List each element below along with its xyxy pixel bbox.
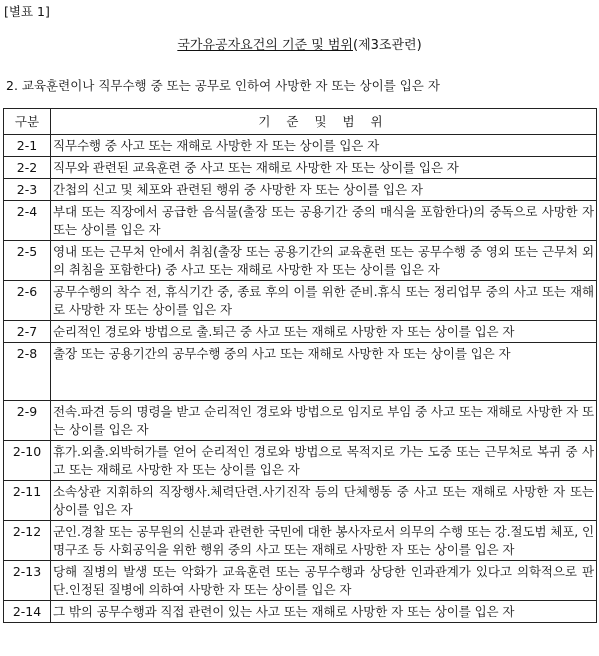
row-code: 2-11 <box>4 481 51 521</box>
row-criteria-text: 당해 질병의 발생 또는 악화가 교육훈련 또는 공무수행과 상당한 인과관계가 있다고 의학적으로 판단.인정된 질병에 의하여 사망한 자 또는 상이를 입은 자 <box>51 561 597 601</box>
row-criteria-text: 부대 또는 직장에서 공급한 음식물(출장 또는 공용기간 중의 매식을 포함한다)의 중독으로 사망한 자 또는 상이를 입은 자 <box>51 201 597 241</box>
row-criteria-text: 직무와 관련된 교육훈련 중 사고 또는 재해로 사망한 자 또는 상이를 입은 자 <box>51 157 597 179</box>
table-row <box>4 441 597 481</box>
column-header-criteria: 기 준 및 범 위 <box>51 109 597 135</box>
document-title <box>0 34 599 53</box>
row-code: 2-9 <box>4 401 51 441</box>
table-row <box>4 321 597 343</box>
row-criteria-text: 순리적인 경로와 방법으로 출.퇴근 중 사고 또는 재해로 사망한 자 또는 상이를 입은 자 <box>51 321 597 343</box>
criteria-table <box>3 108 597 623</box>
row-criteria-text: 출장 또는 공용기간의 공무수행 중의 사고 또는 재해로 사망한 자 또는 상이를 입은 자 <box>51 343 597 401</box>
annex-reference: [별표 1] <box>4 4 50 19</box>
table-row <box>4 521 597 561</box>
section-heading: 2. 교육훈련이나 직무수행 중 또는 공무로 인하여 사망한 자 또는 상이를 입은 자 <box>6 78 440 93</box>
row-criteria-text: 간첩의 신고 및 체포와 관련된 행위 중 사망한 자 또는 상이를 입은 자 <box>51 179 597 201</box>
row-criteria-text: 직무수행 중 사고 또는 재해로 사망한 자 또는 상이를 입은 자 <box>51 135 597 157</box>
table-header-row <box>4 109 597 135</box>
row-code: 2-4 <box>4 201 51 241</box>
table-row <box>4 561 597 601</box>
row-code: 2-10 <box>4 441 51 481</box>
row-criteria-text: 그 밖의 공무수행과 직접 관련이 있는 사고 또는 재해로 사망한 자 또는 상이를 입은 자 <box>51 601 597 623</box>
row-code: 2-14 <box>4 601 51 623</box>
row-code: 2-6 <box>4 281 51 321</box>
document-title-suffix: (제3조관련) <box>353 38 422 53</box>
table-row <box>4 343 597 401</box>
table-row <box>4 135 597 157</box>
table-row <box>4 401 597 441</box>
table-row <box>4 179 597 201</box>
row-code: 2-13 <box>4 561 51 601</box>
row-code: 2-7 <box>4 321 51 343</box>
row-code: 2-12 <box>4 521 51 561</box>
row-criteria-text: 전속.파견 등의 명령을 받고 순리적인 경로와 방법으로 임지로 부임 중 사고 또는 재해로 사망한 자 또는 상이를 입은 자 <box>51 401 597 441</box>
document-title-main: 국가유공자요건의 기준 및 범위 <box>177 38 353 53</box>
table-row <box>4 241 597 281</box>
row-code: 2-8 <box>4 343 51 401</box>
row-criteria-text: 공무수행의 착수 전, 휴식기간 중, 종료 후의 이를 위한 준비.휴식 또는 정리업무 중의 사고 또는 재해로 사망한 자 또는 상이를 입은 자 <box>51 281 597 321</box>
row-code: 2-1 <box>4 135 51 157</box>
table-row <box>4 601 597 623</box>
table-row <box>4 157 597 179</box>
column-header-category: 구분 <box>4 109 51 135</box>
row-criteria-text: 소속상관 지휘하의 직장행사.체력단련.사기진작 등의 단체행동 중 사고 또는 재해로 사망한 자 또는 상이를 입은 자 <box>51 481 597 521</box>
row-code: 2-2 <box>4 157 51 179</box>
row-criteria-text: 군인.경찰 또는 공무원의 신분과 관련한 국민에 대한 봉사자로서 의무의 수행 또는 강.절도범 체포, 인명구조 등 사회공익을 위한 행위 중의 사고 또는 재해로 사망한 자 또는 상이를 입은 자 <box>51 521 597 561</box>
table-row <box>4 201 597 241</box>
row-code: 2-3 <box>4 179 51 201</box>
row-code: 2-5 <box>4 241 51 281</box>
table-row <box>4 481 597 521</box>
table-row <box>4 281 597 321</box>
row-criteria-text: 영내 또는 근무처 안에서 취침(출장 또는 공용기간의 교육훈련 또는 공무수행 중 영외 또는 근무처 외의 취침을 포함한다) 중 사고 또는 재해로 사망한 자 또는 상이를 입은 자 <box>51 241 597 281</box>
row-criteria-text: 휴가.외출.외박허가를 얻어 순리적인 경로와 방법으로 목적지로 가는 도중 또는 근무처로 복귀 중 사고 또는 재해로 사망한 자 또는 상이를 입은 자 <box>51 441 597 481</box>
